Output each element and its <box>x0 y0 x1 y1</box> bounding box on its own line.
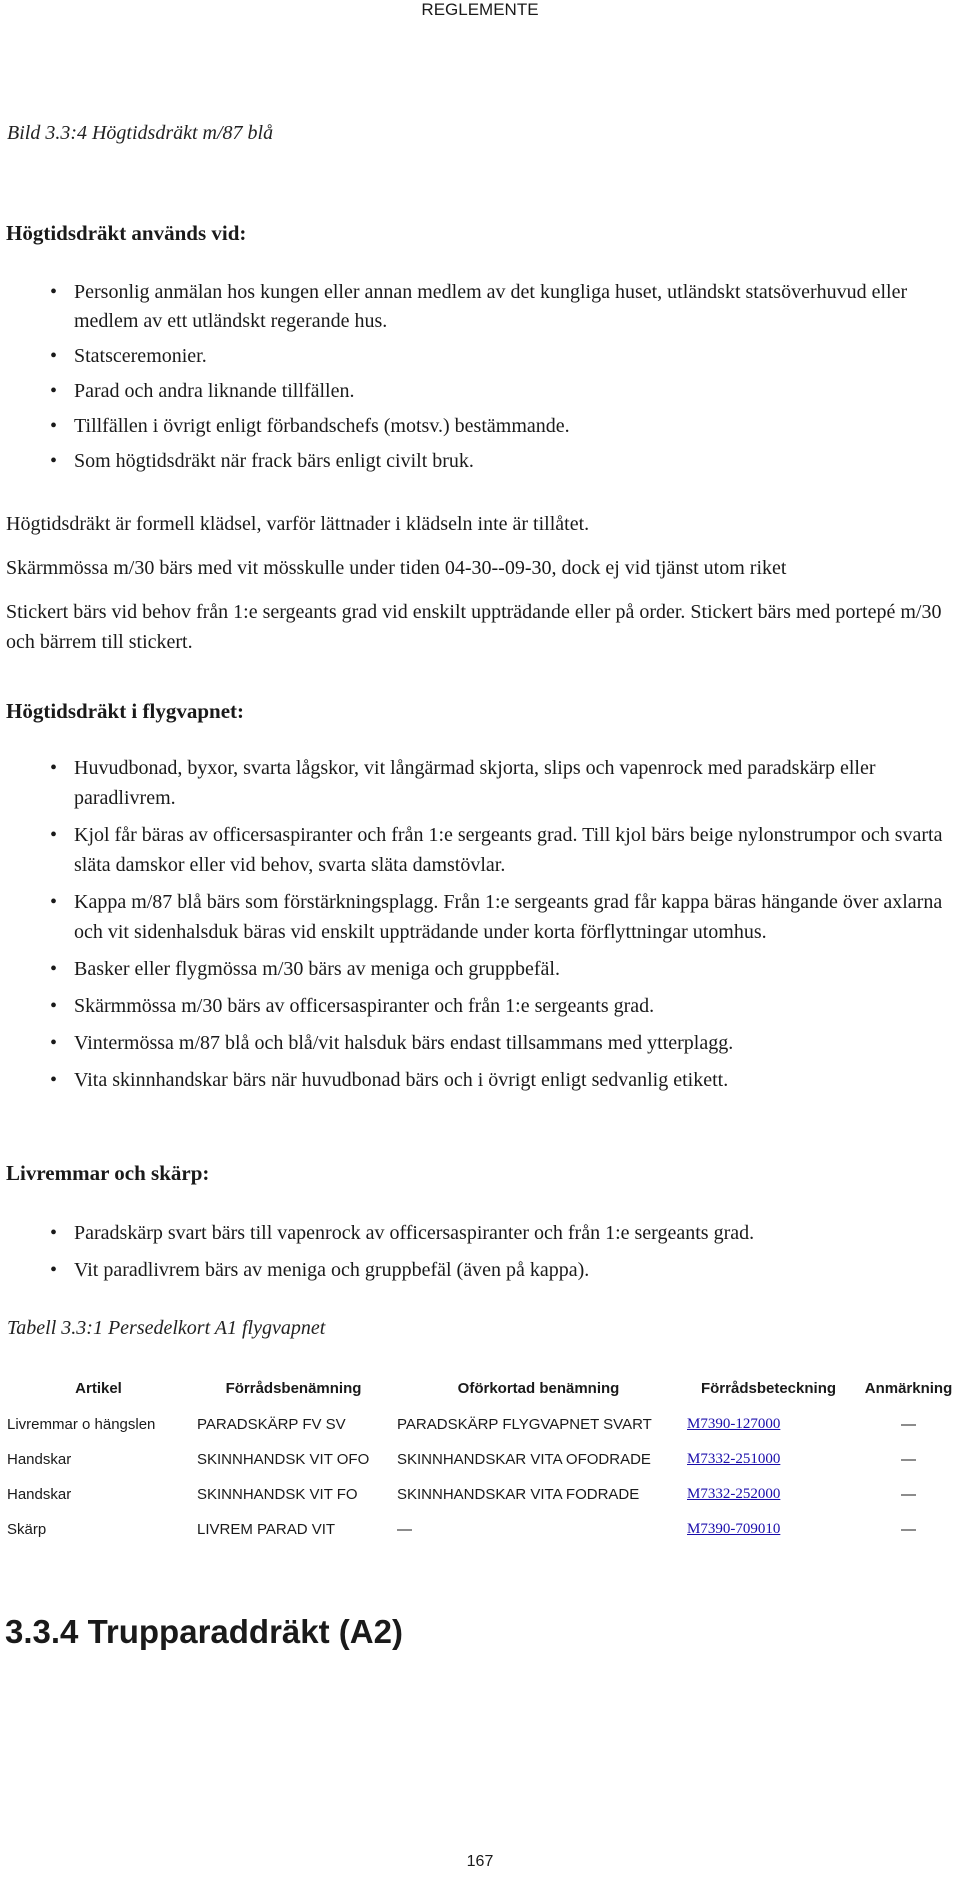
running-header: REGLEMENTE <box>421 0 539 19</box>
list-item: • Tillfällen i övrigt enligt förbandschefs (motsv.) bestämmande. <box>40 412 950 441</box>
cell-forradsbeteckning-link[interactable]: M7332-252000 <box>687 1486 781 1502</box>
bullet-icon: • <box>50 824 58 846</box>
list-item: • Statsceremonier. <box>40 342 950 371</box>
cell-forradsbenamning: PARADSKÄRP FV SV <box>197 1416 346 1433</box>
cell-anmarkning: — <box>901 1451 916 1468</box>
list-item: • Som högtidsdräkt när frack bärs enligt civilt bruk. <box>40 447 950 476</box>
table-row <box>0 1442 960 1477</box>
table-row <box>0 1477 960 1512</box>
list-item: • Basker eller flygmössa m/30 bärs av meniga och gruppbefäl. <box>40 954 950 984</box>
figure-caption: Bild 3.3:4 Högtidsdräkt m/87 blå <box>7 122 274 144</box>
list-item: • Vintermössa m/87 blå och blå/vit halsduk bärs endast tillsammans med ytterplagg. <box>40 1028 950 1058</box>
cell-oforkortad: — <box>397 1521 412 1538</box>
cell-forradsbenamning: SKINNHANDSK VIT OFO <box>197 1451 370 1468</box>
usage-list <box>40 278 950 482</box>
section-heading-belts: Livremmar och skärp: <box>6 1161 210 1185</box>
col-header-forradsbeteckning: Förrådsbeteckning <box>700 1380 837 1397</box>
cell-oforkortad: SKINNHANDSKAR VITA OFODRADE <box>397 1451 651 1468</box>
bullet-icon: • <box>50 281 58 303</box>
bullet-icon: • <box>50 757 58 779</box>
bullet-icon: • <box>50 1259 58 1281</box>
table-header-row <box>0 1370 960 1407</box>
list-item: • Skärmmössa m/30 bärs av officersaspiranter och från 1:e sergeants grad. <box>40 991 950 1021</box>
col-header-anmarkning: Anmärkning <box>864 1380 953 1397</box>
cell-forradsbenamning: SKINNHANDSK VIT FO <box>197 1486 358 1503</box>
cell-forradsbeteckning-link[interactable]: M7332-251000 <box>687 1451 781 1467</box>
list-item: • Kjol får bäras av officersaspiranter och från 1:e sergeants grad. Till kjol bärs beige nylonstrumpor och svarta släta damskor eller vid behov, svarta släta damstövlar. <box>40 820 950 880</box>
table-row <box>0 1512 960 1547</box>
page-number: 167 <box>466 1853 494 1870</box>
paragraph-formal: Högtidsdräkt är formell klädsel, varför lättnader i klädseln inte är tillåtet. <box>6 513 590 535</box>
cell-anmarkning: — <box>901 1521 916 1538</box>
col-header-forradsbenamning: Förrådsbenämning <box>225 1380 362 1397</box>
section-heading-usage: Högtidsdräkt används vid: <box>6 221 247 245</box>
list-item: • Parad och andra liknande tillfällen. <box>40 377 950 406</box>
belts-list <box>40 1218 950 1292</box>
cell-oforkortad: PARADSKÄRP FLYGVAPNET SVART <box>397 1416 652 1433</box>
cell-anmarkning: — <box>901 1416 916 1433</box>
table-row <box>0 1407 960 1442</box>
table-caption: Tabell 3.3:1 Persedelkort A1 flygvapnet <box>7 1317 326 1339</box>
bullet-icon: • <box>50 1032 58 1054</box>
cell-forradsbeteckning-link[interactable]: M7390-709010 <box>687 1521 781 1537</box>
col-header-artikel: Artikel <box>75 1380 122 1397</box>
bullet-icon: • <box>50 1069 58 1091</box>
cell-oforkortad: SKINNHANDSKAR VITA FODRADE <box>397 1486 640 1503</box>
cell-artikel: Skärp <box>7 1521 47 1538</box>
cell-artikel: Handskar <box>7 1451 72 1468</box>
col-header-oforkortad: Oförkortad benämning <box>457 1380 620 1397</box>
list-item: • Kappa m/87 blå bärs som förstärkningsplagg. Från 1:e sergeants grad får kappa bäras hängande över axlarna och vit sidenhalsduk bäras vid enskilt uppträdande under korta förflyttningar utomhus. <box>40 887 950 947</box>
list-item: • Huvudbonad, byxor, svarta lågskor, vit långärmad skjorta, slips och vapenrock med paradskärp eller paradlivrem. <box>40 753 950 813</box>
section-heading-airforce: Högtidsdräkt i flygvapnet: <box>6 699 245 723</box>
bullet-icon: • <box>50 380 58 402</box>
bullet-icon: • <box>50 345 58 367</box>
bullet-icon: • <box>50 450 58 472</box>
paragraph-stickert: Stickert bärs vid behov från 1:e sergeants grad vid enskilt uppträdande eller på order. Stickert bärs med portepé m/30 och bärrem till stickert. <box>6 601 942 653</box>
list-item: • Personlig anmälan hos kungen eller annan medlem av det kungliga huset, utländskt statsöverhuvud eller medlem av ett utländskt regerande hus. <box>40 278 950 336</box>
bullet-icon: • <box>50 415 58 437</box>
equipment-table <box>0 1370 960 1547</box>
cell-artikel: Handskar <box>7 1486 72 1503</box>
bullet-icon: • <box>50 891 58 913</box>
bullet-icon: • <box>50 1222 58 1244</box>
section-heading-trupparaddrakt: 3.3.4 Trupparaddräkt (A2) <box>5 1613 403 1650</box>
list-item: • Vita skinnhandskar bärs när huvudbonad bärs och i övrigt enligt sedvanlig etikett. <box>40 1065 950 1095</box>
airforce-list <box>40 753 950 1102</box>
cell-forradsbenamning: LIVREM PARAD VIT <box>197 1521 336 1538</box>
paragraph-cap: Skärmmössa m/30 bärs med vit mösskulle under tiden 04-30--09-30, dock ej vid tjänst utom riket <box>6 557 787 579</box>
bullet-icon: • <box>50 995 58 1017</box>
cell-anmarkning: — <box>901 1486 916 1503</box>
list-item: • Vit paradlivrem bärs av meniga och gruppbefäl (även på kappa). <box>40 1255 950 1285</box>
cell-forradsbeteckning-link[interactable]: M7390-127000 <box>687 1416 781 1432</box>
cell-artikel: Livremmar o hängslen <box>7 1416 156 1433</box>
list-item: • Paradskärp svart bärs till vapenrock av officersaspiranter och från 1:e sergeants grad. <box>40 1218 950 1248</box>
bullet-icon: • <box>50 958 58 980</box>
